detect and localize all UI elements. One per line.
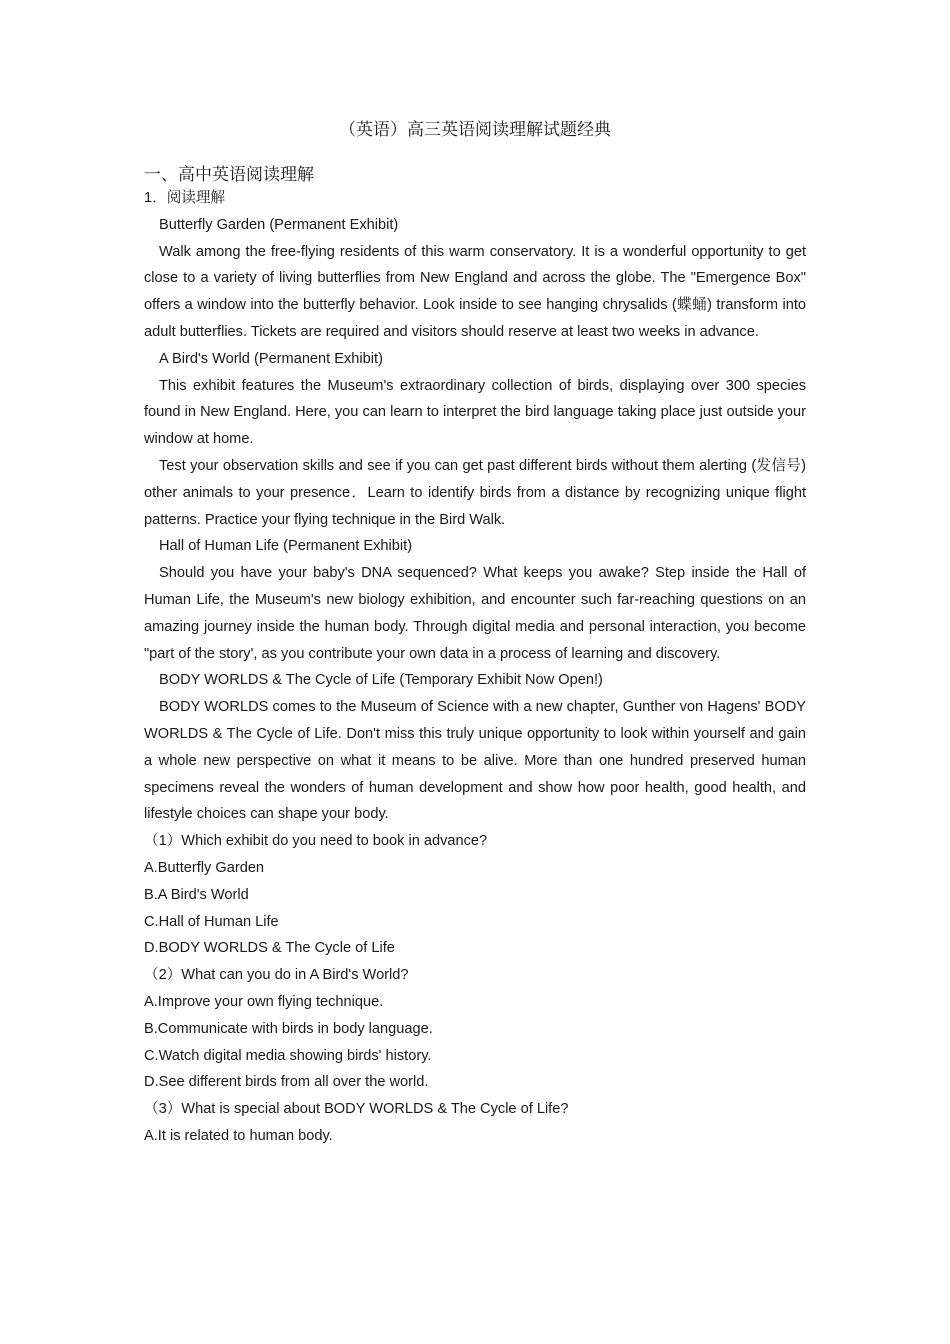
exhibit-paragraph: Should you have your baby's DNA sequenced? What keeps you awake? Step inside the Hall of Human Life, the Museum's new biology exhibition, and encounter such far-reaching questions on an amazing journey inside the human body. Through digital media and personal interaction, you become "part of the story', as you contribute your own data in a process of learning and discovery.: [144, 565, 806, 662]
exhibit-paragraph: This exhibit features the Museum's extraordinary collection of birds, displaying over 300 species found in New England. Here, you can learn to interpret the bird language taking place just outside your window at home.: [144, 377, 806, 448]
exhibit-paragraph: Walk among the free-flying residents of this warm conservatory. It is a wonderful opportunity to get close to a variety of living butterflies from New England and across the globe. The "Emergence Box" offers a window into the butterfly behavior. Look inside to see hanging chrysalids (蝶蛹) transform into adult butterflies. Tickets are required and visitors should reserve at least two weeks in advance.: [144, 243, 806, 340]
answer-option: B.A Bird's World: [144, 886, 249, 903]
answer-option: A.Butterfly Garden: [144, 859, 265, 876]
answer-option: A.Improve your own flying technique.: [144, 993, 384, 1010]
exhibit-paragraph: Test your observation skills and see if you can get past different birds without them alerting (发信号) other animals to your presence．Learn to identify birds from a distance by recognizing unique flight patterns. Practice your flying technique in the Bird Walk.: [144, 457, 806, 528]
question-stem: （2）What can you do in A Bird's World?: [144, 967, 409, 984]
question-stem: （3）What is special about BODY WORLDS & The Cycle of Life?: [144, 1101, 569, 1118]
item-label: 1．阅读理解: [144, 190, 226, 206]
answer-option: D.See different birds from all over the world.: [144, 1074, 429, 1091]
answer-option: C.Watch digital media showing birds' history.: [144, 1047, 432, 1064]
answer-option: B.Communicate with birds in body language.: [144, 1020, 433, 1037]
answer-option: A.It is related to human body.: [144, 1127, 333, 1144]
exhibit-heading: Hall of Human Life (Permanent Exhibit): [159, 538, 413, 555]
section-heading: 一、高中英语阅读理解: [144, 165, 314, 185]
exhibit-heading: A Bird's World (Permanent Exhibit): [159, 350, 383, 367]
exhibit-heading: BODY WORLDS & The Cycle of Life (Temporary Exhibit Now Open!): [159, 672, 603, 689]
answer-option: C.Hall of Human Life: [144, 913, 279, 930]
question-stem: （1）Which exhibit do you need to book in advance?: [144, 833, 488, 850]
document-title: （英语）高三英语阅读理解试题经典: [339, 120, 611, 140]
document-content: [144, 185, 806, 1150]
exhibit-heading: Butterfly Garden (Permanent Exhibit): [159, 216, 399, 233]
answer-option: D.BODY WORLDS & The Cycle of Life: [144, 940, 395, 957]
exhibit-paragraph: BODY WORLDS comes to the Museum of Science with a new chapter, Gunther von Hagens' BODY WORLDS & The Cycle of Life. Don't miss this truly unique opportunity to look within yourself and gain a whole new perspective on what it means to be alive. More than one hundred preserved human specimens reveal the wonders of human development and show how poor health, good health, and lifestyle choices can shape your body.: [144, 699, 806, 823]
